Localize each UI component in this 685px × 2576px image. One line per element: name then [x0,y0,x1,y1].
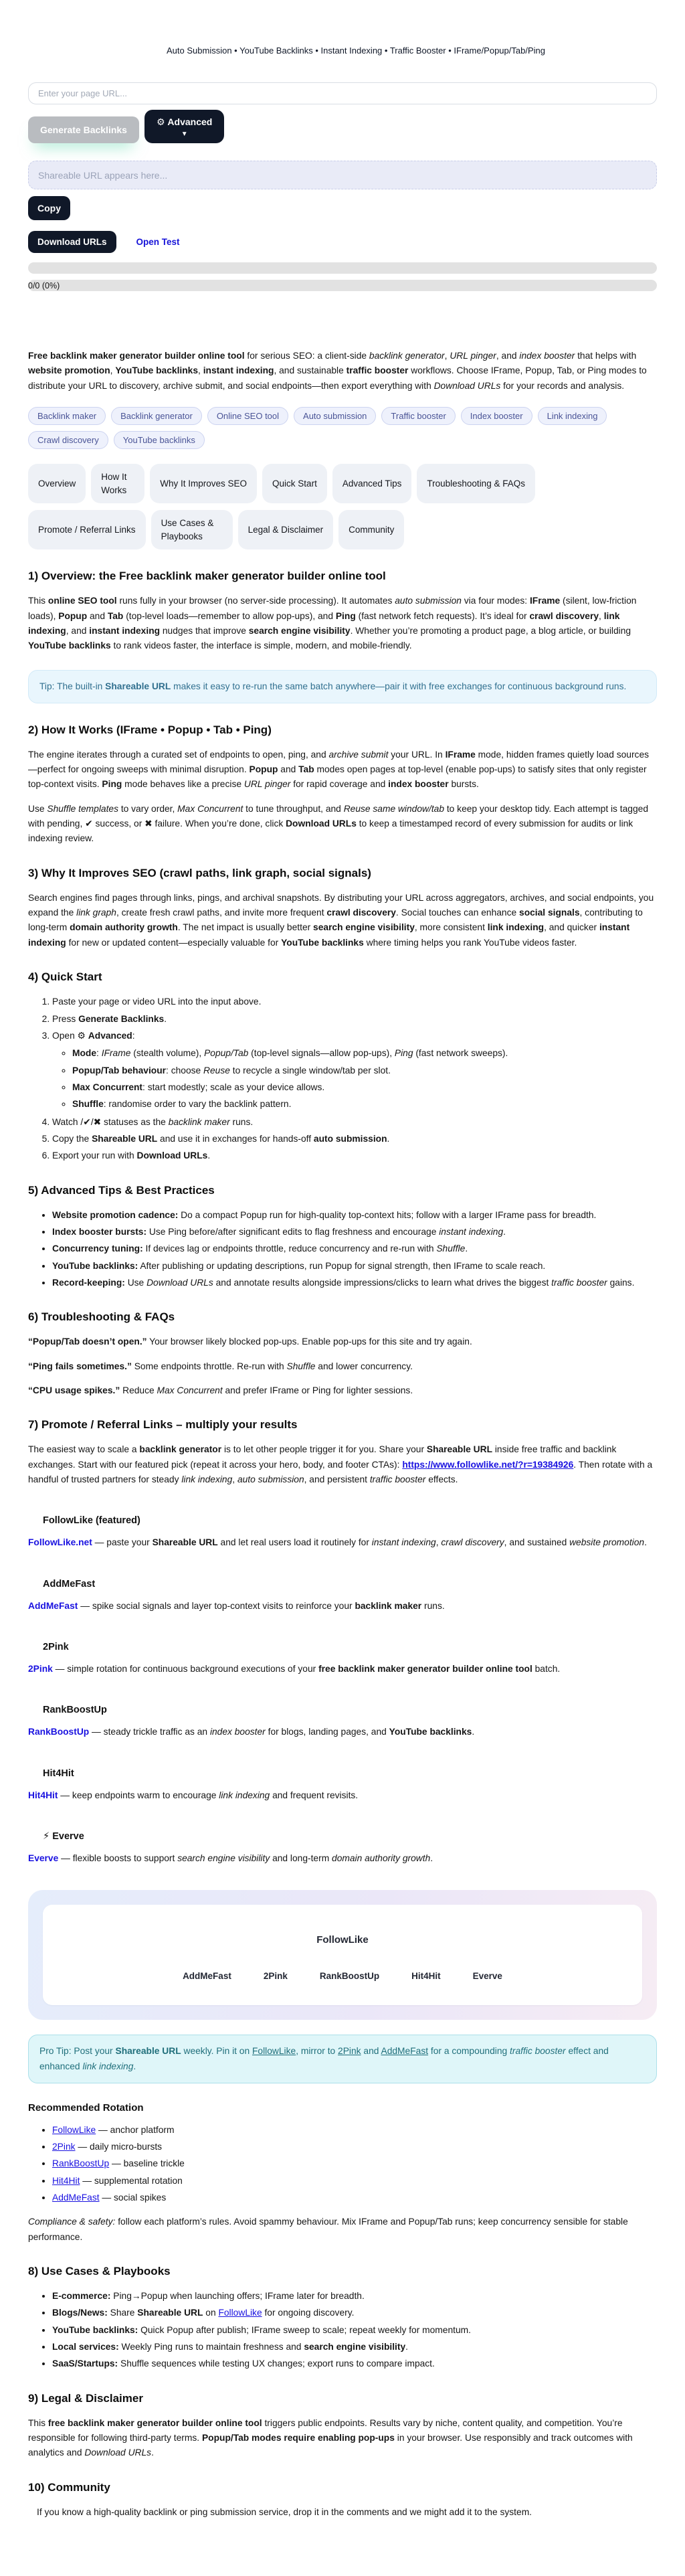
paragraph: Use Shuffle templates to vary order, Max Concurrent to tune throughput, and Reuse same window/tab to keep your desktop tidy. Each attempt is tagged with pending, ✔ success, or ✖ failure. When you’re done, click Download URLs to keep a timestamped record of every submission for audits or link indexing review. [28,803,648,844]
section-heading: 10) Community [28,2480,110,2494]
progress-status-bar [28,280,657,291]
banner-link-rankboostup[interactable]: RankBoostUp [319,1971,380,1982]
list-item: • 2Pink — daily micro-bursts [52,2140,657,2154]
nav-pill-promote-referral-links[interactable]: Promote / Referral Links [28,510,146,549]
followlike-link[interactable]: FollowLike [218,2308,262,2318]
bullet-list [28,2289,657,2372]
list-item: 5. Copy the Shareable URL and use it in exchanges for hands-off auto submission. [52,1132,657,1146]
tip-callout: Tip: The built-in Shareable URL makes it easy to re-run the same batch anywhere—pair it with free exchanges for continuous background runs. [28,670,657,703]
paragraph: Compliance & safety: follow each platform’s rules. Avoid spammy behaviour. Mix IFrame and Popup/Tab runs; keep concurrency sensible for stable performance. [28,2217,628,2242]
bullet-list [28,1208,657,1291]
download-urls-button[interactable]: Download URLs [28,231,116,253]
article-content [28,349,657,2520]
hit4hit-link[interactable]: Hit4Hit [28,1790,58,1800]
banner-partner-row [183,1971,502,1981]
sub-list-item: ◦ Mode: IFrame (stealth volume), Popup/Tab (top-level signals—allow pop-ups), Ping (fast network sweeps). [72,1046,657,1061]
paragraph: The easiest way to scale a backlink generator is to let other people trigger it for you. Share your Shareable URL inside free traffic and backlink exchanges. Start with our featured pick (repeat it across your hero, body, and footer CTAs): https://www.followlike.net/?r=19384926. Then rotate with a handful of trusted partners for steady link indexing, auto submission, and persistent traffic booster effects. [28,1444,653,1485]
section-heading: 8) Use Cases & Playbooks [28,2264,171,2278]
nav-pill-troubleshooting-faqs[interactable]: Troubleshooting & FAQs [417,464,535,503]
2pink-link[interactable]: 2Pink [338,2046,361,2057]
list-item: • E-commerce: Ping→Popup when launching offers; IFrame later for breadth. [52,2289,657,2304]
banner-link-everve[interactable]: Everve [472,1971,502,1982]
paragraph: If you know a high-quality backlink or ping submission service, drop it in the comments and we might add it to the system. [37,2506,532,2517]
section-heading: 6) Troubleshooting & FAQs [28,1310,175,1324]
advanced-toggle-button[interactable] [144,110,224,143]
page-url-input[interactable] [28,82,657,104]
paragraph: The engine iterates through a curated set of endpoints to open, ping, and archive submit your URL. In IFrame mode, hidden frames quietly load sources—perfect for ongoing sweeps with minimal disruption. Popup and Tab modes open pages at top-level (enable pop-ups) to satisfy sites that only register top-context visits. Ping mode behaves like a precise URL pinger for rapid coverage and index booster bursts. [28,749,650,790]
intro-paragraph: Free backlink maker generator builder online tool for serious SEO: a client-side backlink generator, URL pinger, and index booster that helps with website promotion, YouTube backlinks, instant indexing, and sustainable traffic booster workflows. Choose IFrame, Popup, Tab, or Ping modes to distribute your URL to discovery, archive submit, and social endpoints—then export everything with Download URLs for your records and analysis. [28,351,647,391]
partner-heading-followlike-featured: FollowLike (featured) [43,1515,140,1527]
ordered-list [28,995,657,1163]
nav-pill-overview[interactable]: Overview [28,464,86,503]
nav-row [28,464,657,503]
list-item: • YouTube backlinks: After publishing or updating descriptions, run Popup for signal strength, then IFrame to scale reach. [52,1259,657,1274]
followlike-link[interactable]: FollowLike [52,2124,96,2135]
gear-icon: ⚙ [156,116,165,127]
keyword-chip-backlink-generator: Backlink generator [111,407,202,425]
section-heading: 1) Overview: the Free backlink maker generator builder online tool [28,570,386,583]
list-item: • Concurrency tuning: If devices lag or endpoints throttle, reduce concurrency and re-run with Shuffle. [52,1241,657,1256]
sub-list-item: ◦ Shuffle: randomise order to vary the backlink pattern. [72,1097,657,1112]
paragraph: RankBoostUp — steady trickle traffic as an index booster for blogs, landing pages, and YouTube backlinks. [28,1727,475,1737]
section-heading: 9) Legal & Disclaimer [28,2391,143,2405]
hero-button-row [28,110,657,143]
partners-banner [28,1890,657,2020]
rankboostup-link[interactable]: RankBoostUp [28,1727,90,1737]
list-item: • Blogs/News: Share Shareable URL on FollowLike for ongoing discovery. [52,2306,657,2320]
followlike-link[interactable]: FollowLike [252,2046,296,2057]
keyword-chip-index-booster: Index booster [461,407,532,425]
nav-row [28,510,657,549]
paragraph: “Popup/Tab doesn’t open.” Your browser likely blocked pop-ups. Enable pop-ups for this site and try again. [28,1337,472,1347]
nav-pill-how-it-works[interactable]: How It Works [91,464,144,503]
generate-backlinks-button[interactable]: Generate Backlinks [28,116,139,143]
paragraph: Search engines find pages through links, pings, and archival snapshots. By distributing your URL across aggregators, archives, and social endpoints, you expand the link graph, create fresh crawl paths, and invite more frequent crawl discovery. Social touches can enhance social signals, contributing to long-term domain authority growth. The net impact is usually better search engine visibility, more consistent link indexing, and quicker instant indexing for new or updated content—especially valuable for YouTube backlinks where timing helps you rank YouTube videos faster. [28,892,654,948]
section-heading: 7) Promote / Referral Links – multiply your results [28,1418,298,1432]
keyword-chip-auto-submission: Auto submission [294,407,376,425]
sub-list-item: ◦ Popup/Tab behaviour: choose Reuse to recycle a single window/tab per slot. [72,1063,657,1078]
paragraph: 2Pink — simple rotation for continuous background executions of your free backlink maker generator builder online tool batch. [28,1664,561,1675]
sub-list-item: ◦ Max Concurrent: start modestly; scale as your device allows. [72,1080,657,1095]
nav-pill-legal-disclaimer[interactable]: Legal & Disclaimer [238,510,334,549]
section-nav [28,464,657,549]
partner-heading-everve: ⚡ Everve [43,1831,84,1842]
keyword-chip-link-indexing: Link indexing [538,407,607,425]
bullet-list [28,2123,657,2206]
hero-tagline: Auto Submission • YouTube Backlinks • Instant Indexing • Traffic Booster • IFrame/Popup/Tab/Ping [167,46,545,56]
addmefast-link[interactable]: AddMeFast [381,2046,429,2057]
partner-heading-rankboostup: RankBoostUp [43,1705,107,1716]
list-item: 4. Watch /✔/✖ statuses as the backlink maker runs. [52,1115,657,1130]
sub-heading-recommended-rotation: Recommended Rotation [28,2101,144,2114]
section-heading: 2) How It Works (IFrame • Popup • Tab • Ping) [28,723,272,736]
chevron-down-icon: ▼ [181,131,188,138]
paragraph: Everve — flexible boosts to support search engine visibility and long-term domain authority growth. [28,1853,433,1864]
paragraph: This free backlink maker generator builder online tool triggers public endpoints. Results vary by niche, content quality, and competition. You’re responsible for following third-party terms. Popup/Tab modes require enabling pop-ups in your browser. Use responsibly and track outcomes with analytics and Download URLs. [28,2417,633,2458]
section-heading: 3) Why It Improves SEO (crawl paths, link graph, social signals) [28,866,371,879]
keyword-chips [28,407,657,449]
addmefast-link[interactable]: AddMeFast [52,2192,100,2203]
keyword-chip-crawl-discovery: Crawl discovery [28,431,108,449]
2pink-link[interactable]: 2Pink [28,1664,53,1675]
everve-link[interactable]: Everve [28,1853,59,1864]
banner-link-followlike[interactable]: FollowLike [316,1934,369,1946]
nav-pill-quick-start[interactable]: Quick Start [262,464,327,503]
progress-bar [28,262,657,274]
nav-pill-why-it-improves-seo[interactable]: Why It Improves SEO [150,464,257,503]
paragraph: AddMeFast — spike social signals and layer top-context visits to reinforce your backlink maker runs. [28,1600,445,1611]
list-item: • Index booster bursts: Use Ping before/after significant edits to flag freshness and encourage instant indexing. [52,1225,657,1239]
keyword-chip-backlink-maker: Backlink maker [28,407,106,425]
paragraph: “Ping fails sometimes.” Some endpoints throttle. Re-run with Shuffle and lower concurrency. [28,1361,413,1371]
advanced-label: Advanced [167,116,213,127]
section-heading: 4) Quick Start [28,970,102,984]
partner-heading-2pink: 2Pink [43,1642,69,1653]
list-item: • Website promotion cadence: Do a compact Popup run for high-quality top-context hits; follow with a larger IFrame pass for breadth. [52,1208,657,1223]
list-item: • RankBoostUp — baseline trickle [52,2156,657,2171]
paragraph: “CPU usage spikes.” Reduce Max Concurrent and prefer IFrame or Ping for lighter sessions. [28,1385,413,1395]
list-item: • AddMeFast — social spikes [52,2191,657,2205]
banner-link-hit4hit[interactable]: Hit4Hit [411,1971,441,1982]
list-item: 2. Press Generate Backlinks. [52,1012,657,1027]
keyword-chip-youtube-backlinks: YouTube backlinks [114,431,205,449]
export-row [28,231,657,253]
copy-button[interactable]: Copy [28,196,70,220]
addmefast-link[interactable]: AddMeFast [28,1600,78,1611]
sub-list [52,1046,657,1112]
paragraph: FollowLike.net — paste your Shareable URL and let real users load it routinely for instant indexing, crawl discovery, and sustained website promotion. [28,1537,647,1548]
keyword-chip-traffic-booster: Traffic booster [381,407,455,425]
https-www-followlike-net-r-19384926-link[interactable]: https://www.followlike.net/?r=19384926 [402,1459,574,1470]
hit4hit-link[interactable]: Hit4Hit [52,2175,80,2186]
list-item: • Local services: Weekly Ping runs to maintain freshness and search engine visibility. [52,2340,657,2354]
partner-heading-addmefast: AddMeFast [43,1578,96,1590]
banner-link-2pink[interactable]: 2Pink [263,1971,288,1982]
pro-tip-callout: Pro Tip: Post your Shareable URL weekly. Pin it on FollowLike, mirror to 2Pink and AddMeFast for a compounding traffic booster effect and enhanced link indexing. [28,2035,657,2083]
paragraph: Hit4Hit — keep endpoints warm to encourage link indexing and frequent revisits. [28,1790,359,1800]
list-item: • FollowLike — anchor platform [52,2123,657,2138]
list-item: 1. Paste your page or video URL into the input above. [52,995,657,1009]
list-item: 6. Export your run with Download URLs. [52,1148,657,1163]
nav-pill-community[interactable]: Community [338,510,404,549]
2pink-link[interactable]: 2Pink [52,2141,76,2152]
rankboostup-link[interactable]: RankBoostUp [52,2158,110,2169]
shareable-url-output[interactable] [28,161,657,189]
paragraph: This online SEO tool runs fully in your browser (no server-side processing). It automates auto submission via four modes: IFrame (silent, low-friction loads), Popup and Tab (top-level loads—remember to allow pop-ups), and Ping (fast network fetch requests). It’s ideal for crawl discovery, link indexing, and instant indexing nudges that improve search engine visibility. Whether you’re promoting a product page, a blog article, or building YouTube backlinks to rank videos faster, the interface is simple, modern, and mobile-friendly. [28,596,637,651]
list-item: • Record-keeping: Use Download URLs and annotate results alongside impressions/clicks to learn what drives the biggest traffic booster gains. [52,1276,657,1290]
nav-pill-use-cases-playbooks[interactable]: Use Cases & Playbooks [151,510,233,549]
list-item: • SaaS/Startups: Shuffle sequences while testing UX changes; export runs to compare impact. [52,2356,657,2371]
open-test-link[interactable]: Open Test [136,237,180,247]
section-heading: 5) Advanced Tips & Best Practices [28,1183,215,1197]
keyword-chip-online-seo-tool: Online SEO tool [207,407,288,425]
list-item: • Hit4Hit — supplemental rotation [52,2174,657,2188]
partner-heading-hit4hit: Hit4Hit [43,1768,74,1779]
list-item: • YouTube backlinks: Quick Popup after publish; IFrame sweep to scale; repeat weekly for momentum. [52,2323,657,2338]
progress-status-text: 0/0 (0%) [28,280,60,290]
followlike-net-link[interactable]: FollowLike.net [28,1537,92,1548]
nav-pill-advanced-tips[interactable]: Advanced Tips [332,464,412,503]
banner-link-addmefast[interactable]: AddMeFast [183,1971,231,1982]
advanced-label-line [157,116,212,128]
partners-banner-card [43,1905,642,2005]
list-item: 3. Open ⚙ Advanced: ◦ Mode: IFrame (stealth volume), Popup/Tab (top-level signals—allow pop-ups), Ping (fast network sweeps). ◦ Popup/Tab behaviour: choose Reuse to recycle a single window/tab per slot. ◦ Max Concurrent: start modestly; scale as your device allows. ◦ Shuffle: randomise order to vary the backlink pattern. [52,1029,657,1112]
